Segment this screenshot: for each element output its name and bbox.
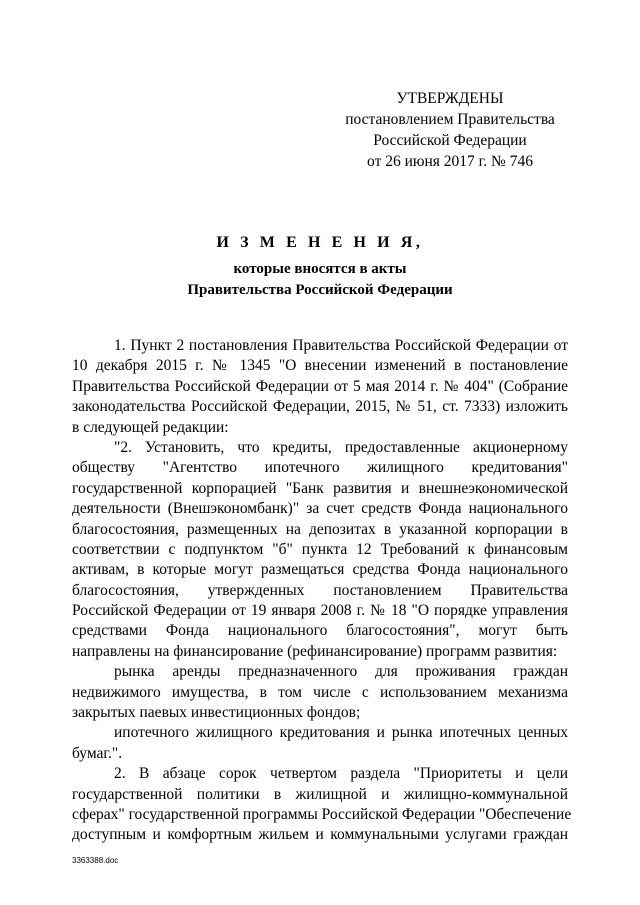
body-line: 1. Пункт 2 постановления Правительства Российской Федерации от	[114, 337, 568, 354]
body-line: благосостояния, утвержденных постановлением Правительства	[72, 581, 568, 599]
body-line: "2. Установить, что кредиты, предоставленные акционерному	[114, 438, 568, 456]
body-line: ипотечного жилищного кредитования и рынка ипотечных ценных	[114, 724, 568, 742]
body-line: 2. В абзаце сорок четвертом раздела "Приоритеты и цели	[114, 765, 568, 783]
approval-stamp	[330, 88, 570, 172]
body-line: благосостояния, размещенных на депозитах в указанной корпорации в	[72, 520, 568, 538]
document-subtitle	[72, 259, 568, 301]
body-line: государственной корпорацией "Банк развития и внешнеэкономической	[72, 479, 568, 497]
body-line: рынка аренды предназначенного для проживания граждан	[114, 663, 568, 681]
subtitle-line: Правительства Российской Федерации	[187, 282, 453, 298]
approval-line: постановлением Правительства	[345, 111, 555, 128]
approval-title: УТВЕРЖДЕНЫ	[396, 90, 504, 107]
body-line: законодательства Российской Федерации, 2015, № 51, ст. 7333) изложить	[72, 398, 568, 416]
body-line: бумаг.".	[72, 744, 123, 762]
body-line: деятельности (Внешэкономбанк)" за счет средств Фонда национального	[72, 500, 568, 518]
body-line: Правительства Российской Федерации от 5 мая 2014 г. № 404" (Собрание	[72, 377, 568, 395]
body-line: обществу "Агентство ипотечного жилищного кредитования"	[72, 459, 568, 477]
body-line: закрытых паевых инвестиционных фондов;	[72, 704, 361, 722]
body-line: сферах" государственной программы Российской Федерации "Обеспечение	[72, 805, 572, 823]
approval-line: Российской Федерации	[373, 132, 527, 149]
body-line: направлены на финансирование (рефинансирование) программ развития:	[72, 642, 558, 660]
subtitle-line: которые вносятся в акты	[233, 261, 407, 277]
body-line: государственной политики в жилищной и жилищно-коммунальной	[72, 785, 568, 803]
body-line: активам, в которые могут размещаться средства Фонда национального	[72, 561, 568, 579]
document-file-id: 3363388.doc	[72, 856, 119, 865]
approval-date-number: от 26 июня 2017 г. № 746	[367, 153, 533, 170]
document-body	[72, 336, 572, 846]
body-line: доступным и комфортным жильем и коммунальными услугами граждан	[72, 826, 568, 844]
body-line: соответствии с подпунктом "б" пункта 12 Требований к финансовым	[72, 540, 568, 558]
body-line: в следующей редакции:	[72, 418, 229, 436]
body-line: Российской Федерации от 19 января 2008 г. № 18 "О порядке управления	[72, 602, 568, 620]
body-line: 10 декабря 2015 г. № 1345 "О внесении изменений в постановление	[72, 357, 568, 375]
body-line: средствами Фонда национального благосостояния", могут быть	[72, 622, 568, 640]
body-line: недвижимого имущества, в том числе с использованием механизма	[72, 683, 568, 701]
document-title: И З М Е Н Е Н И Я,	[216, 234, 424, 251]
